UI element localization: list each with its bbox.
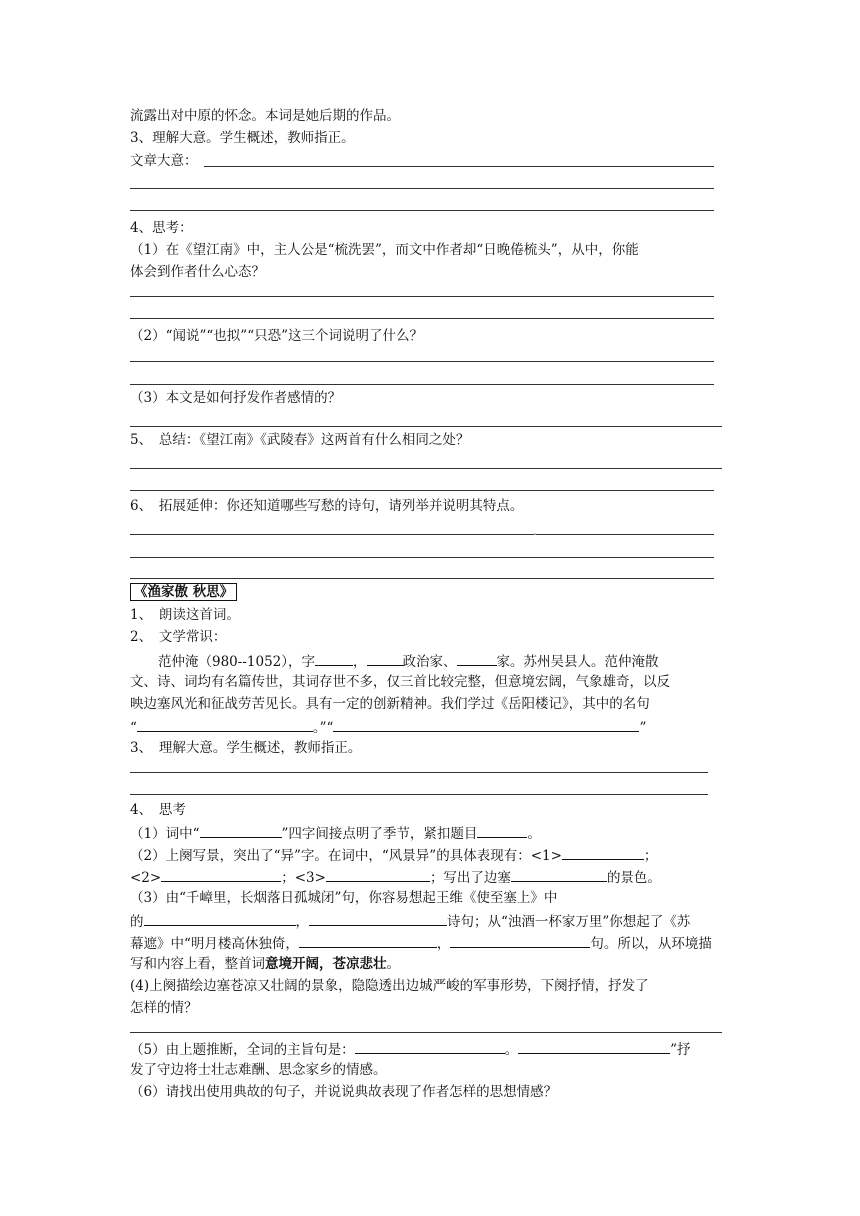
question-4b-3-line4 — [130, 956, 400, 972]
text: 的 — [130, 914, 144, 930]
question-4-title: 4、思考： — [130, 220, 193, 236]
blank-scene-2[interactable] — [161, 868, 281, 882]
question-4b-3-line1: （3）由“千嶂里，长烟落日孤城闭”句，你容易想起王维《使至塞上》中 — [130, 890, 558, 906]
blank-scene-1[interactable] — [562, 846, 644, 860]
answer-line[interactable] — [130, 188, 714, 189]
answer-line[interactable] — [130, 534, 714, 535]
blank-courtesy-name[interactable] — [315, 652, 353, 666]
answer-line[interactable] — [130, 772, 708, 773]
text: 政治家、 — [402, 654, 457, 670]
text: ， — [295, 914, 309, 930]
question-3: 3、理解大意。学生概述，教师指正。 — [130, 130, 355, 146]
text: ；写出了边塞 — [429, 870, 511, 886]
literary-line3: 映边塞风光和征战劳苦见长。具有一定的创新精神。我们学过《岳阳楼记》，其中的名句 — [130, 696, 650, 712]
stray-dot — [534, 533, 536, 535]
text: 。 — [386, 956, 400, 972]
blank-quote-2[interactable] — [333, 718, 639, 732]
text: 幕遮》中“明月楼高休独倚， — [130, 936, 299, 952]
answer-line[interactable] — [130, 557, 714, 558]
question-2: 2、 文学常识： — [130, 629, 227, 645]
answer-line[interactable] — [130, 490, 714, 491]
blank-quote-1[interactable] — [137, 718, 313, 732]
text: ， — [353, 654, 367, 670]
intro-tail: 流露出对中原的怀念。本词是她后期的作品。 — [130, 108, 400, 124]
answer-line[interactable] — [130, 794, 708, 795]
summary-label: 文章大意： — [130, 153, 198, 169]
text: 写和内容上看，整首词 — [130, 956, 265, 972]
blank-sumuzhe-1[interactable] — [299, 934, 437, 948]
question-3b: 3、 理解大意。学生概述，教师指正。 — [130, 740, 362, 756]
text: （5）由上题推断，全词的主旨句是： — [130, 1042, 355, 1058]
answer-line[interactable] — [130, 1032, 722, 1033]
blank-wangwei-2[interactable] — [309, 912, 447, 926]
text: ， — [436, 936, 451, 952]
answer-line[interactable] — [130, 296, 714, 297]
answer-line[interactable] — [130, 578, 714, 579]
answer-line[interactable] — [130, 384, 714, 385]
text: （2）上阕写景，突出了“异”字。在词中，“风景异”的具体表现有：<1> — [130, 848, 562, 864]
blank-scenery-type[interactable] — [511, 868, 607, 882]
text: 。 — [504, 1042, 519, 1058]
section-title — [130, 584, 237, 600]
question-4-1-line2: 体会到作者什么心态？ — [130, 264, 265, 280]
question-1: 1、 朗读这首词。 — [130, 607, 240, 623]
answer-line[interactable] — [204, 166, 714, 167]
text: 范仲淹（980--1052），字 — [158, 654, 315, 670]
text: <2> — [130, 870, 162, 886]
blank-era[interactable] — [367, 652, 403, 666]
question-4-3: （3）本文是如何抒发作者感情的？ — [130, 390, 342, 406]
text: 家。苏州吴县人。范仲淹散 — [496, 654, 659, 670]
text: 。”“ — [312, 720, 334, 736]
question-4-2: （2）“闻说”“也拟”“只恐”这三个词说明了什么？ — [130, 328, 423, 344]
question-4b-title: 4、 思考 — [130, 802, 186, 818]
question-4b-5-line2: 发了守边将士壮志难酬、思念家乡的情感。 — [130, 1062, 387, 1078]
question-4b-2-line2 — [130, 868, 661, 886]
blank-scene-3[interactable] — [326, 868, 430, 882]
blank-wangwei-1[interactable] — [144, 912, 296, 926]
answer-line[interactable] — [130, 426, 722, 427]
text: ；<3> — [281, 870, 326, 886]
blank-title-word[interactable] — [477, 824, 527, 838]
question-6: 6、 拓展延伸：你还知道哪些写愁的诗句，请列举并说明其特点。 — [130, 498, 524, 514]
question-4b-3-line2 — [130, 912, 690, 930]
blank-season-words[interactable] — [200, 824, 282, 838]
text: 诗句；从“浊酒一杯家万里”你想起了《苏 — [447, 914, 691, 930]
question-5: 5、 总结：《望江南》《武陵春》这两首有什么相同之处？ — [130, 432, 470, 448]
text: 句。所以，从环境描 — [590, 936, 712, 952]
text: ”四字间接点明了季节，紧扣题目 — [281, 826, 478, 842]
blank-sumuzhe-2[interactable] — [450, 934, 590, 948]
bold-conclusion: 意境开阔，苍凉悲壮 — [265, 956, 387, 972]
blank-theme-2[interactable] — [518, 1040, 670, 1054]
answer-line[interactable] — [130, 361, 714, 362]
text: 。 — [527, 826, 541, 842]
text: “ — [130, 720, 137, 736]
question-4b-6: （6）请找出使用典故的句子，并说说典故表现了作者怎样的思想情感？ — [130, 1084, 558, 1100]
question-4b-1 — [130, 824, 541, 842]
literary-line1 — [158, 652, 659, 670]
text: ”抒 — [670, 1042, 691, 1058]
question-4-1-line1: （1）在《望江南》中，主人公是“梳洗罢”，而文中作者却“日晚倦梳头”，从中，你能 — [130, 242, 639, 258]
answer-line[interactable] — [130, 468, 722, 469]
text: 的景色。 — [606, 870, 661, 886]
answer-line[interactable] — [130, 210, 714, 211]
literary-line4 — [130, 718, 646, 736]
question-4b-3-line3 — [130, 934, 712, 952]
section-title-text: 《渔家傲 秋思》 — [130, 583, 237, 601]
literary-line2: 文、诗、词均有名篇传世，其词存世不多，仅三首比较完整，但意境宏阔，气象雄奇，以反 — [130, 674, 670, 690]
question-4b-4-line1: (4)上阕描绘边塞苍凉又壮阔的景象，隐隐透出边城严峻的军事形势，下阕抒情，抒发了 — [130, 978, 649, 994]
text: ； — [643, 848, 658, 864]
question-4b-5-line1 — [130, 1040, 691, 1058]
answer-line[interactable] — [130, 318, 714, 319]
question-4b-2-line1 — [130, 846, 657, 864]
blank-identity[interactable] — [457, 652, 497, 666]
text: （1）词中“ — [130, 826, 200, 842]
blank-theme-1[interactable] — [355, 1040, 505, 1054]
question-4b-4-line2: 怎样的情？ — [130, 1000, 198, 1016]
text: ” — [639, 720, 647, 736]
